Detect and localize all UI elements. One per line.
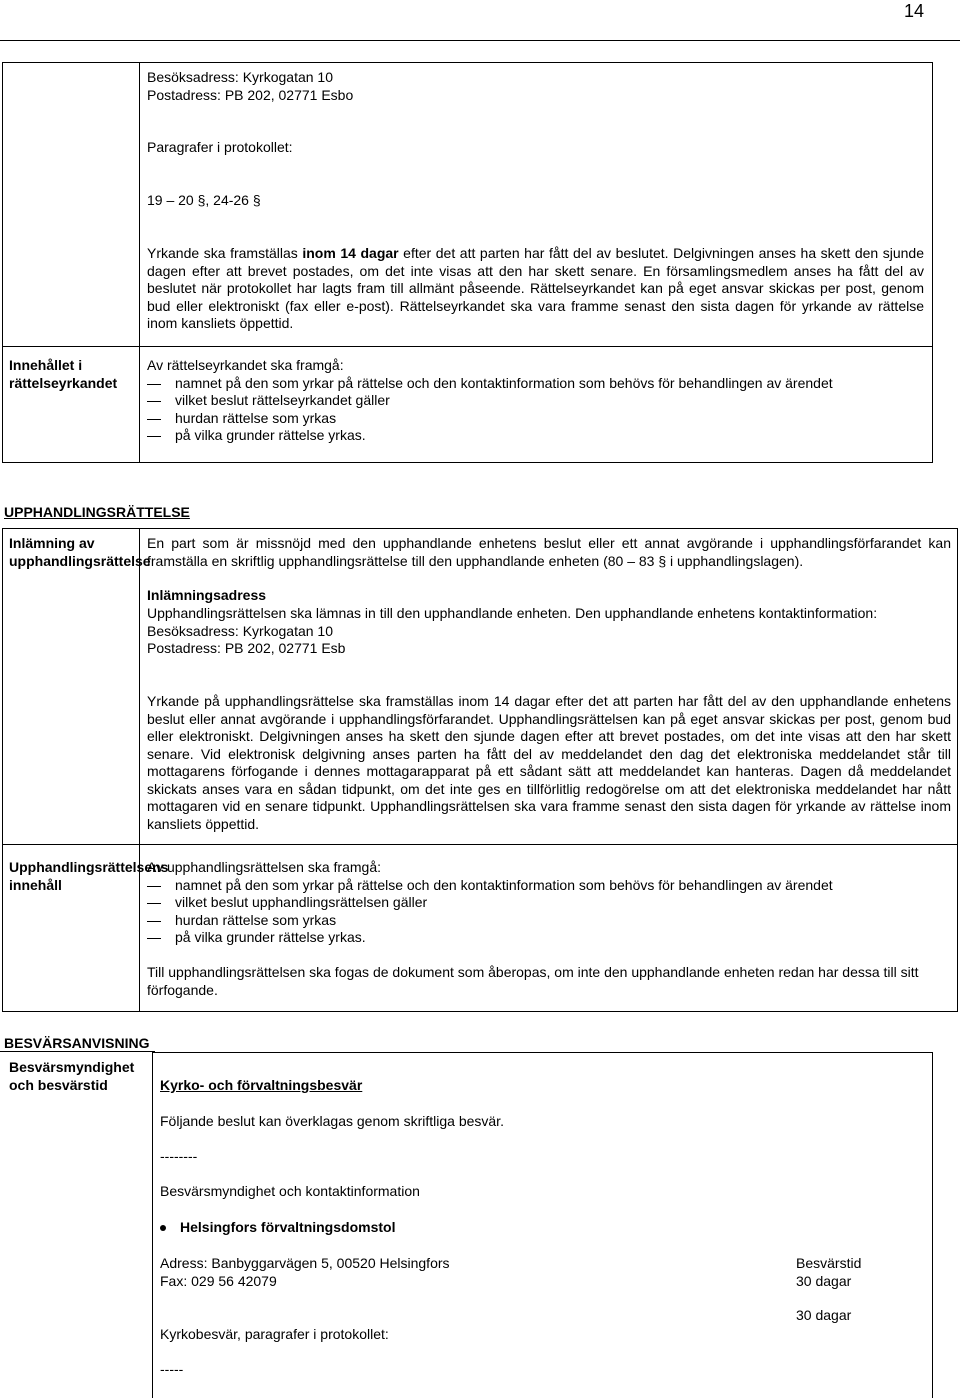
dash-icon: [147, 401, 161, 402]
court-contact: [160, 1255, 450, 1290]
court-address: Adress: Banbyggarvägen 5, 00520 Helsingfors: [160, 1255, 450, 1271]
court-fax: Fax: 029 56 42079: [160, 1272, 277, 1289]
period-value: 30 dagar: [796, 1272, 852, 1289]
list-item: hurdan rättelse som yrkas: [147, 410, 927, 428]
list-item: namnet på den som yrkar på rättelse och den kontaktinformation som behövs för behandlingen av ärendet: [147, 877, 951, 895]
address-block: [147, 69, 927, 104]
submission-text-rest: efter det att parten har fått del av beslutet. Delgivningen anses ha skett den sjunde dagen efter att brevet postades, om det inte visas att den har skett senare. En församlingsmedlem anses ha fått del av beslutet när protokollet har lagts fram till allmänt påseende. Rättelseyrkandet kan på eget ansvar skickas per post, genom bud eller elektroniskt (fax eller e-post). Rättelseyrkandet ska vara framme senast den sista dagen för yrkande av rättelse inom kansliets öppettid.: [147, 245, 924, 331]
list-item: på vilka grunder rättelse yrkas.: [147, 427, 927, 445]
dash-icon: [147, 419, 161, 420]
visit-address: Besöksadress: Kyrkogatan 10: [147, 69, 333, 85]
visit-address: Besöksadress: Kyrkogatan 10: [147, 622, 333, 639]
list-item: på vilka grunder rättelse yrkas.: [147, 929, 951, 947]
separator-line: --------: [160, 1148, 198, 1164]
procurement-box-row-divider: [2, 844, 958, 845]
appeal-authority-label: Besvärsmyndighet och besvärstid: [9, 1059, 135, 1093]
procurement-address-block: [147, 605, 951, 658]
header-rule: [0, 40, 960, 41]
postal-address: Postadress: PB 202, 02771 Esbo: [147, 86, 354, 103]
appeal-heading: BESVÄRSANVISNING: [4, 1035, 150, 1051]
dash-icon: [147, 921, 161, 922]
list-item: namnet på den som yrkar på rättelse och den kontaktinformation som behövs för behandlingen av ärendet: [147, 375, 927, 393]
appeal-intro: Följande beslut kan överklagas genom skriftliga besvär.: [160, 1113, 504, 1129]
procurement-content-label: Upphandlingsrättelsens innehåll: [9, 859, 169, 893]
submission-deadline-text: [147, 245, 924, 333]
court-item: [160, 1219, 395, 1237]
church-appeal-label: Kyrkobesvär, paragrafer i protokollet:: [160, 1326, 389, 1342]
authority-heading: Besvärsmyndighet och kontaktinformation: [160, 1183, 420, 1199]
address-text: Upphandlingsrättelsen ska lämnas in till den upphandlande enheten. Den upphandlande enhetens kontaktinformation:: [147, 605, 878, 621]
procurement-box-divider: [139, 528, 140, 1012]
bullet-icon: [160, 1225, 166, 1231]
procurement-content-list: [147, 859, 951, 947]
procurement-deadline-text: Yrkande på upphandlingsrättelse ska framställas inom 14 dagar efter det att parten har fått del av den upphandlande enhetens beslut eller annat avgörande i upphandlingsförfarandet. Upphandlingsrättelsen kan på eget ansvar skickas per post, genom bud eller elektroniskt. Delgivningen anses ha skett den sjunde dagen efter att brevet postades, om det inte visas att den har skett senare. Vid elektronisk delgivning anses parten ha fått del av meddelandet den dag det elektroniska meddelandet står till mottagarens förfogande i dennes mottagarapparat på ett sådant sätt att meddelandet kan hanteras. Dagen då meddelandet skickats anses vara en sådan tidpunkt, om det inte ges en tillförlitlig redogörelse om att det elektroniska meddelandet har nått mottagaren vid en senare tidpunkt. Upphandlingsrättelsen ska vara framme senast den sista dagen för yrkande av rättelse inom kansliets öppettid.: [147, 693, 951, 832]
submission-text-deadline: inom 14 dagar: [302, 245, 399, 261]
period-value-2: 30 dagar: [796, 1307, 852, 1323]
dash-icon: [147, 436, 161, 437]
list-item: hurdan rättelse som yrkas: [147, 912, 951, 930]
paragraphs-value: 19 – 20 §, 24-26 §: [147, 192, 261, 208]
dash-icon: [147, 903, 161, 904]
separator-line-2: -----: [160, 1361, 184, 1377]
rectification-box-row-divider: [2, 346, 933, 347]
content-intro: Av rättelseyrkandet ska framgå:: [147, 357, 344, 373]
appeal-period: [796, 1255, 861, 1290]
list-item: vilket beslut rättelseyrkandet gäller: [147, 392, 927, 410]
dash-icon: [147, 938, 161, 939]
content-label: Innehållet i rättelseyrkandet: [9, 357, 118, 391]
period-label: Besvärstid: [796, 1255, 862, 1271]
rectification-box-divider: [139, 62, 140, 463]
submit-label: Inlämning av upphandlingsrättelse: [9, 535, 151, 569]
appeal-type: Kyrko- och förvaltningsbesvär: [160, 1077, 363, 1093]
attachment-text: Till upphandlingsrättelsen ska fogas de dokument som åberopas, om inte den upphandlande enheten redan har dessa till sitt förfogande.: [147, 964, 919, 998]
dash-icon: [147, 886, 161, 887]
appeal-heading-rule: [0, 1051, 155, 1052]
paragraphs-label: Paragrafer i protokollet:: [147, 139, 293, 155]
content-list: [147, 357, 927, 445]
content-intro: Av upphandlingsrättelsen ska framgå:: [147, 859, 381, 875]
dash-icon: [147, 384, 161, 385]
postal-address: Postadress: PB 202, 02771 Esb: [147, 640, 346, 656]
list-item: vilket beslut upphandlingsrättelsen gäller: [147, 894, 951, 912]
procurement-intro: En part som är missnöjd med den upphandlande enhetens beslut eller ett annat avgörande i upphandlingsförfarandet kan framställa en skriftlig upphandlingsrättelse till den upphandlande enheten (80 – 83 § i upphandlingslagen).: [147, 535, 951, 569]
submission-text-start: Yrkande ska framställas: [147, 245, 303, 261]
page-number: 14: [903, 1, 924, 21]
court-name: Helsingfors förvaltningsdomstol: [180, 1219, 396, 1235]
address-heading: Inlämningsadress: [147, 587, 267, 603]
procurement-heading: UPPHANDLINGSRÄTTELSE: [4, 504, 190, 520]
